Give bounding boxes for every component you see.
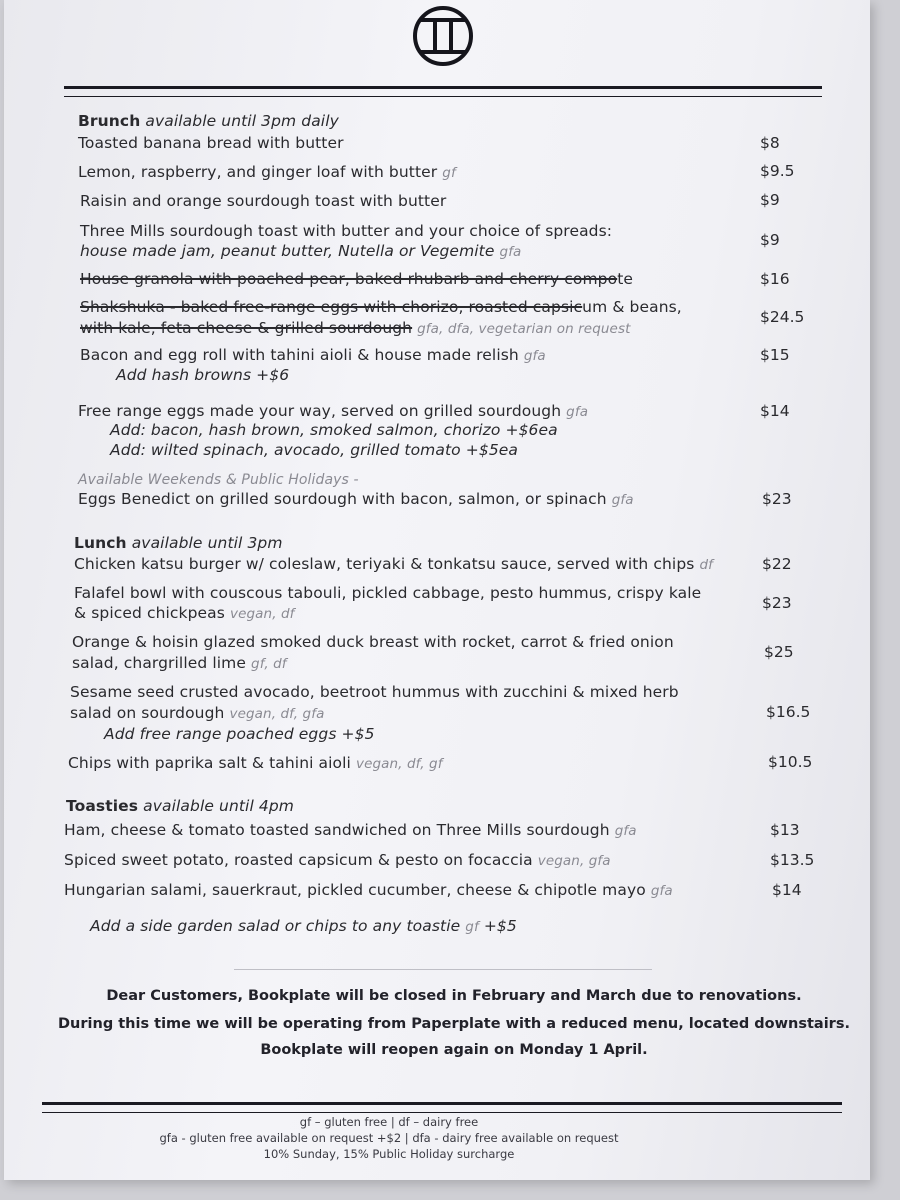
menu-item-price: $24.5	[760, 308, 805, 326]
top-divider	[64, 86, 822, 97]
menu-item-price: $9.5	[760, 162, 795, 180]
menu-item-name: Raisin and orange sourdough toast with butter	[80, 192, 447, 210]
menu-item-description: salad, chargrilled lime gf, df	[72, 654, 287, 672]
menu-item-name: Ham, cheese & tomato toasted sandwiched on Three Mills sourdough gfa	[64, 821, 637, 839]
closure-notice-line: Bookplate will reopen again on Monday 1 April.	[260, 1042, 648, 1058]
menu-item-price: $25	[764, 643, 794, 661]
lunch-heading: Lunch available until 3pm	[74, 534, 283, 552]
closure-notice-line: Dear Customers, Bookplate will be closed in February and March due to renovations.	[106, 988, 802, 1004]
menu-item-price: $16.5	[766, 703, 811, 721]
toasties-heading: Toasties available until 4pm	[66, 797, 294, 815]
menu-item-price: $13.5	[770, 851, 815, 869]
menu-item-name: Shakshuka - baked free-range eggs with chorizo, roasted capsicum & beans,	[80, 298, 682, 316]
menu-sheet	[4, 0, 870, 1180]
menu-item-addon: Add: wilted spinach, avocado, grilled tomato +$5ea	[110, 441, 519, 459]
menu-item-name: Eggs Benedict on grilled sourdough with bacon, salmon, or spinach gfa	[78, 490, 634, 508]
surcharge-note: 10% Sunday, 15% Public Holiday surcharge	[263, 1147, 515, 1161]
bookplate-logo-icon	[407, 5, 479, 67]
availability-note: Available Weekends & Public Holidays -	[78, 472, 359, 488]
menu-item-addon: Add hash browns +$6	[116, 366, 290, 384]
menu-item-price: $14	[772, 881, 802, 899]
menu-item-name: Lemon, raspberry, and ginger loaf with butter gf	[78, 163, 456, 181]
menu-item-name: Hungarian salami, sauerkraut, pickled cucumber, cheese & chipotle mayo gfa	[64, 881, 673, 899]
menu-item-price: $9	[760, 231, 780, 249]
menu-item-name: Falafel bowl with couscous tabouli, pickled cabbage, pesto hummus, crispy kale	[74, 584, 702, 602]
menu-item-description: salad on sourdough vegan, df, gfa	[70, 704, 325, 722]
menu-item-price: $10.5	[768, 753, 813, 771]
menu-item-description: with kale, feta cheese & grilled sourdough gfa, dfa, vegetarian on request	[80, 319, 631, 337]
menu-item-description: house made jam, peanut butter, Nutella or Vegemite gfa	[80, 242, 522, 260]
menu-item-name: Orange & hoisin glazed smoked duck breast with rocket, carrot & fried onion	[72, 633, 674, 651]
menu-item-price: $15	[760, 346, 790, 364]
menu-item-description: & spiced chickpeas vegan, df	[74, 604, 295, 622]
notice-divider	[234, 969, 652, 970]
menu-item-addon: Add free range poached eggs +$5	[104, 725, 375, 743]
menu-item-addon: Add: bacon, hash brown, smoked salmon, chorizo +$6ea	[110, 421, 558, 439]
menu-item-name: Sesame seed crusted avocado, beetroot hummus with zucchini & mixed herb	[70, 683, 679, 701]
dietary-legend: gfa - gluten free available on request +$2 | dfa - dairy free available on request	[159, 1131, 619, 1145]
menu-item-name: Spiced sweet potato, roasted capsicum & pesto on focaccia vegan, gfa	[64, 851, 611, 869]
menu-item-name: Three Mills sourdough toast with butter and your choice of spreads:	[80, 222, 613, 240]
menu-item-price: $8	[760, 134, 780, 152]
menu-item-price: $16	[760, 270, 790, 288]
menu-item-name: Toasted banana bread with butter	[78, 134, 344, 152]
dietary-legend: gf – gluten free | df – dairy free	[299, 1115, 479, 1129]
menu-item-price: $9	[760, 191, 780, 209]
menu-item-price: $23	[762, 594, 792, 612]
closure-notice-line: During this time we will be operating from Paperplate with a reduced menu, located downstairs.	[58, 1016, 850, 1032]
menu-item-price: $23	[762, 490, 792, 508]
menu-item-price: $14	[760, 402, 790, 420]
menu-item-name: Chips with paprika salt & tahini aioli vegan, df, gf	[68, 754, 443, 772]
menu-item-price: $13	[770, 821, 800, 839]
menu-item-price: $22	[762, 555, 792, 573]
menu-item-name: Bacon and egg roll with tahini aioli & house made relish gfa	[80, 346, 546, 364]
bottom-divider	[42, 1102, 842, 1113]
brunch-heading: Brunch available until 3pm daily	[78, 112, 339, 130]
toastie-side-addon: Add a side garden salad or chips to any toastie gf +$5	[90, 917, 517, 935]
menu-item-name: House granola with poached pear, baked rhubarb and cherry compote	[80, 270, 634, 288]
menu-item-name: Chicken katsu burger w/ coleslaw, teriyaki & tonkatsu sauce, served with chips df	[74, 555, 713, 573]
menu-item-name: Free range eggs made your way, served on grilled sourdough gfa	[78, 402, 589, 420]
